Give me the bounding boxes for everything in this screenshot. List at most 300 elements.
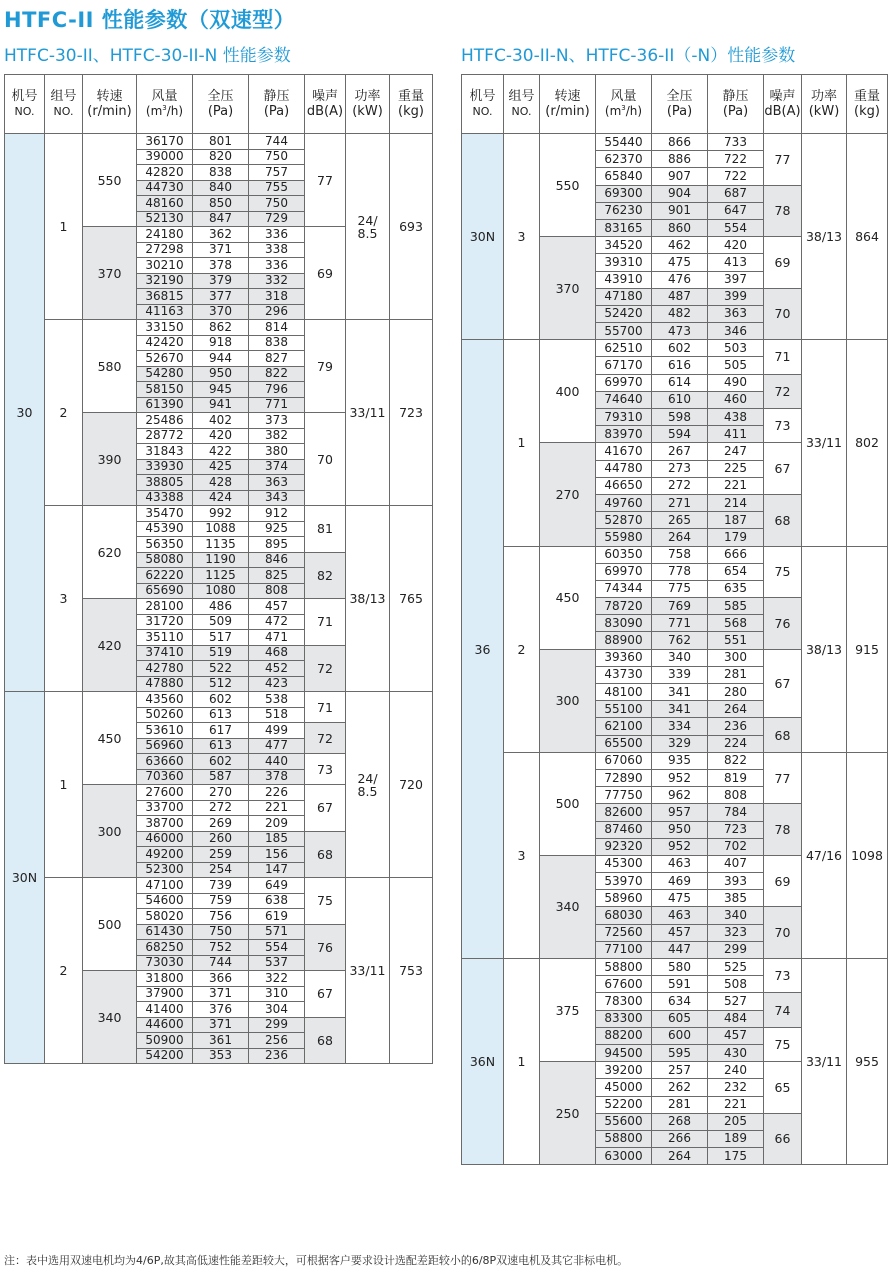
static-pressure-cell: 413	[708, 254, 764, 271]
total-pressure-cell: 616	[652, 357, 708, 374]
page-title: HTFC-II 性能参数（双速型）	[4, 8, 296, 32]
total-pressure-cell: 775	[652, 580, 708, 597]
airflow-cell: 69970	[596, 374, 652, 391]
static-pressure-cell: 750	[249, 149, 305, 165]
total-pressure-header-cn: 全压	[207, 89, 234, 104]
static-pressure-cell: 554	[708, 219, 764, 236]
static-pressure-cell: 175	[708, 1148, 764, 1165]
power-cell	[346, 320, 390, 506]
airflow-cell: 88900	[596, 632, 652, 649]
total-pressure-cell: 595	[652, 1044, 708, 1061]
airflow-cell: 36815	[137, 289, 193, 305]
total-pressure-cell: 273	[652, 460, 708, 477]
total-pressure-cell: 264	[652, 1148, 708, 1165]
group-no-cell: 1	[504, 959, 540, 1165]
static-pressure-cell: 209	[249, 816, 305, 832]
group-no-cell: 3	[504, 134, 540, 340]
static-pressure-cell: 460	[708, 391, 764, 408]
airflow-cell: 54600	[137, 893, 193, 909]
noise-cell: 65	[764, 1062, 802, 1114]
airflow-cell: 67060	[596, 752, 652, 769]
total-pressure-cell: 260	[193, 831, 249, 847]
power-value: 24/	[357, 770, 378, 786]
speed-cell: 420	[83, 599, 137, 692]
airflow-cell: 38805	[137, 475, 193, 491]
static-pressure-cell: 156	[249, 847, 305, 863]
airflow-cell: 39200	[596, 1062, 652, 1079]
noise-cell: 75	[764, 1027, 802, 1061]
power-cell	[346, 506, 390, 692]
airflow-cell: 30210	[137, 258, 193, 274]
total-pressure-cell: 476	[652, 271, 708, 288]
group-no-cell: 1	[45, 692, 83, 878]
machine-no-header-cn: 机号	[469, 89, 496, 104]
airflow-cell: 79310	[596, 409, 652, 426]
speed-cell: 340	[83, 971, 137, 1064]
static-pressure-header	[708, 75, 764, 134]
total-pressure-header-en: (Pa)	[666, 104, 693, 119]
noise-cell: 69	[305, 227, 346, 320]
noise-cell: 70	[764, 288, 802, 340]
power-value: 8.5	[357, 225, 378, 241]
airflow-cell: 45000	[596, 1079, 652, 1096]
speed-cell: 370	[540, 237, 596, 340]
static-pressure-header-en: (Pa)	[722, 104, 749, 119]
total-pressure-cell: 424	[193, 490, 249, 506]
airflow-cell: 43730	[596, 666, 652, 683]
total-pressure-cell: 519	[193, 645, 249, 661]
group-no-cell: 2	[45, 878, 83, 1064]
total-pressure-cell: 602	[652, 340, 708, 357]
static-pressure-cell: 225	[708, 460, 764, 477]
airflow-cell: 55980	[596, 529, 652, 546]
total-pressure-cell: 262	[652, 1079, 708, 1096]
airflow-cell: 49760	[596, 494, 652, 511]
static-pressure-cell: 338	[249, 242, 305, 258]
airflow-header-en	[146, 104, 183, 118]
total-pressure-cell: 957	[652, 804, 708, 821]
footnote: 注：表中选用双速电机均为4/6P,故其高低速性能差距较大，可根据客户要求设计选配差距较小的6/8P双速电机及其它非标电机。	[4, 1254, 629, 1267]
static-pressure-cell: 430	[708, 1044, 764, 1061]
static-pressure-cell: 399	[708, 288, 764, 305]
total-pressure-cell: 257	[652, 1062, 708, 1079]
total-pressure-cell: 580	[652, 959, 708, 976]
static-pressure-cell: 468	[249, 645, 305, 661]
table-row	[5, 134, 433, 150]
power-header-en: (kW)	[352, 104, 383, 119]
static-pressure-cell: 733	[708, 134, 764, 151]
static-pressure-cell: 385	[708, 890, 764, 907]
total-pressure-cell: 334	[652, 718, 708, 735]
group-no-header-en: NO.	[511, 105, 532, 118]
total-pressure-cell: 475	[652, 254, 708, 271]
total-pressure-cell: 944	[193, 351, 249, 367]
speed-cell: 400	[540, 340, 596, 443]
total-pressure-cell: 820	[193, 149, 249, 165]
airflow-cell: 55700	[596, 323, 652, 340]
airflow-cell: 27298	[137, 242, 193, 258]
total-pressure-cell: 769	[652, 598, 708, 615]
airflow-cell: 41163	[137, 304, 193, 320]
noise-cell: 67	[305, 785, 346, 832]
static-pressure-cell: 397	[708, 271, 764, 288]
static-pressure-cell: 232	[708, 1079, 764, 1096]
airflow-cell: 82600	[596, 804, 652, 821]
static-pressure-cell: 310	[249, 986, 305, 1002]
speed-cell: 500	[83, 878, 137, 971]
group-no-header	[504, 75, 540, 134]
static-pressure-cell: 296	[249, 304, 305, 320]
static-pressure-cell: 299	[708, 941, 764, 958]
noise-cell: 77	[305, 134, 346, 227]
table-row	[5, 878, 433, 894]
noise-cell: 75	[305, 878, 346, 925]
total-pressure-cell: 425	[193, 459, 249, 475]
static-pressure-cell: 822	[708, 752, 764, 769]
total-pressure-cell: 340	[652, 649, 708, 666]
airflow-cell: 32190	[137, 273, 193, 289]
noise-cell: 70	[305, 413, 346, 506]
total-pressure-cell: 265	[652, 512, 708, 529]
noise-cell: 81	[305, 506, 346, 553]
total-pressure-cell: 850	[193, 196, 249, 212]
airflow-cell: 43560	[137, 692, 193, 708]
airflow-cell: 78720	[596, 598, 652, 615]
static-pressure-cell: 472	[249, 614, 305, 630]
static-pressure-cell: 647	[708, 202, 764, 219]
airflow-cell: 33150	[137, 320, 193, 336]
weight-cell: 1098	[847, 752, 888, 958]
noise-cell: 68	[305, 1017, 346, 1064]
airflow-cell: 55600	[596, 1113, 652, 1130]
total-pressure-cell: 371	[193, 242, 249, 258]
airflow-cell: 52420	[596, 305, 652, 322]
noise-header-en: dB(A)	[306, 104, 344, 119]
airflow-cell: 54200	[137, 1048, 193, 1064]
airflow-cell: 37410	[137, 645, 193, 661]
static-pressure-cell: 814	[249, 320, 305, 336]
airflow-cell: 83090	[596, 615, 652, 632]
airflow-cell: 44600	[137, 1017, 193, 1033]
airflow-cell: 39000	[137, 149, 193, 165]
static-pressure-cell: 471	[249, 630, 305, 646]
static-pressure-cell: 838	[249, 335, 305, 351]
total-pressure-cell: 744	[193, 955, 249, 971]
airflow-cell: 58800	[596, 1130, 652, 1147]
airflow-cell: 58150	[137, 382, 193, 398]
static-pressure-cell: 304	[249, 1002, 305, 1018]
weight-cell: 955	[847, 959, 888, 1165]
static-pressure-cell: 247	[708, 443, 764, 460]
table-row	[5, 692, 433, 708]
airflow-cell: 68250	[137, 940, 193, 956]
airflow-cell: 28100	[137, 599, 193, 615]
weight-header-cn: 重量	[853, 89, 880, 104]
static-pressure-cell: 300	[708, 649, 764, 666]
total-pressure-cell: 801	[193, 134, 249, 150]
total-pressure-cell: 473	[652, 323, 708, 340]
static-pressure-cell: 221	[249, 800, 305, 816]
static-pressure-cell: 382	[249, 428, 305, 444]
left-performance-table	[4, 74, 433, 1064]
airflow-cell: 88200	[596, 1027, 652, 1044]
airflow-cell: 24180	[137, 227, 193, 243]
airflow-cell: 44730	[137, 180, 193, 196]
static-pressure-cell: 240	[708, 1062, 764, 1079]
noise-cell: 78	[764, 804, 802, 856]
noise-cell: 72	[764, 374, 802, 408]
weight-header-en: (kg)	[854, 104, 880, 119]
speed-cell: 550	[540, 134, 596, 237]
total-pressure-cell: 962	[652, 787, 708, 804]
airflow-cell: 70360	[137, 769, 193, 785]
machine-no-cell: 30N	[5, 692, 45, 1064]
total-pressure-cell: 758	[652, 546, 708, 563]
static-pressure-cell: 638	[249, 893, 305, 909]
total-pressure-cell: 1190	[193, 552, 249, 568]
total-pressure-cell: 739	[193, 878, 249, 894]
table-header-row	[5, 75, 433, 134]
total-pressure-cell: 482	[652, 305, 708, 322]
total-pressure-cell: 268	[652, 1113, 708, 1130]
group-no-cell: 3	[45, 506, 83, 692]
static-pressure-cell: 280	[708, 684, 764, 701]
machine-no-cell: 30N	[462, 134, 504, 340]
airflow-cell: 63660	[137, 754, 193, 770]
power-cell	[802, 340, 847, 546]
static-pressure-cell: 214	[708, 494, 764, 511]
static-pressure-cell: 723	[708, 821, 764, 838]
total-pressure-cell: 487	[652, 288, 708, 305]
static-pressure-cell: 380	[249, 444, 305, 460]
speed-cell: 500	[540, 752, 596, 855]
noise-cell: 69	[764, 855, 802, 907]
total-pressure-cell: 752	[193, 940, 249, 956]
table-header-row	[462, 75, 888, 134]
airflow-cell: 67170	[596, 357, 652, 374]
static-pressure-cell: 420	[708, 237, 764, 254]
airflow-cell: 63000	[596, 1148, 652, 1165]
airflow-cell: 77100	[596, 941, 652, 958]
total-pressure-cell: 270	[193, 785, 249, 801]
total-pressure-cell: 1125	[193, 568, 249, 584]
total-pressure-cell: 428	[193, 475, 249, 491]
airflow-cell: 47100	[137, 878, 193, 894]
machine-no-header	[5, 75, 45, 134]
airflow-cell: 54280	[137, 366, 193, 382]
speed-cell: 250	[540, 1062, 596, 1165]
power-value: 33/11	[805, 1054, 843, 1070]
static-pressure-cell: 757	[249, 165, 305, 181]
airflow-header-en	[605, 104, 642, 118]
airflow-header-cn: 风量	[151, 89, 178, 104]
airflow-cell: 39360	[596, 649, 652, 666]
right-performance-table	[461, 74, 888, 1165]
static-pressure-cell: 147	[249, 862, 305, 878]
total-pressure-cell: 469	[652, 873, 708, 890]
airflow-cell: 36170	[137, 134, 193, 150]
airflow-cell: 37900	[137, 986, 193, 1002]
speed-cell: 370	[83, 227, 137, 320]
power-value: 38/13	[805, 229, 843, 245]
static-pressure-cell: 503	[708, 340, 764, 357]
power-value: 47/16	[805, 847, 843, 863]
airflow-cell: 62510	[596, 340, 652, 357]
static-pressure-cell: 808	[708, 787, 764, 804]
weight-cell: 693	[390, 134, 433, 320]
airflow-cell: 35470	[137, 506, 193, 522]
static-pressure-header-cn: 静压	[263, 89, 290, 104]
airflow-cell: 52670	[137, 351, 193, 367]
total-pressure-cell: 613	[193, 738, 249, 754]
airflow-cell: 39310	[596, 254, 652, 271]
total-pressure-cell: 378	[193, 258, 249, 274]
airflow-cell: 50900	[137, 1033, 193, 1049]
static-pressure-cell: 895	[249, 537, 305, 553]
airflow-cell: 41400	[137, 1002, 193, 1018]
total-pressure-cell: 860	[652, 219, 708, 236]
power-header	[802, 75, 847, 134]
noise-cell: 72	[305, 645, 346, 692]
airflow-cell: 46650	[596, 477, 652, 494]
airflow-cell: 27600	[137, 785, 193, 801]
power-value: 38/13	[349, 591, 386, 606]
airflow-cell: 62220	[137, 568, 193, 584]
airflow-header-cn: 风量	[610, 89, 637, 104]
total-pressure-cell: 376	[193, 1002, 249, 1018]
power-value: 24/	[357, 212, 378, 228]
power-cell	[802, 134, 847, 340]
table-row	[462, 134, 888, 151]
airflow-header-en-a: (m	[145, 104, 163, 118]
airflow-header-en-a: (m	[604, 104, 622, 118]
speed-cell: 340	[540, 855, 596, 958]
total-pressure-cell: 598	[652, 409, 708, 426]
weight-cell: 723	[390, 320, 433, 506]
static-pressure-cell: 729	[249, 211, 305, 227]
total-pressure-cell: 762	[652, 632, 708, 649]
group-no-header-cn: 组号	[508, 89, 535, 104]
airflow-header	[596, 75, 652, 134]
group-no-header-cn: 组号	[50, 89, 77, 104]
total-pressure-cell: 602	[193, 692, 249, 708]
static-pressure-cell: 457	[249, 599, 305, 615]
noise-cell: 79	[305, 320, 346, 413]
airflow-header-en-sup: 3	[162, 104, 167, 112]
speed-header-cn: 转速	[96, 89, 123, 104]
power-cell	[346, 878, 390, 1064]
static-pressure-cell: 221	[708, 477, 764, 494]
static-pressure-cell: 508	[708, 976, 764, 993]
speed-cell: 550	[83, 134, 137, 227]
total-pressure-cell: 613	[193, 707, 249, 723]
static-pressure-cell: 525	[708, 959, 764, 976]
total-pressure-cell: 756	[193, 909, 249, 925]
static-pressure-cell: 808	[249, 583, 305, 599]
total-pressure-cell: 402	[193, 413, 249, 429]
noise-header-en: dB(A)	[764, 104, 801, 119]
total-pressure-cell: 362	[193, 227, 249, 243]
static-pressure-cell: 189	[708, 1130, 764, 1147]
static-pressure-cell: 666	[708, 546, 764, 563]
power-value: 38/13	[805, 641, 843, 657]
table-row	[462, 340, 888, 357]
static-pressure-cell: 323	[708, 924, 764, 941]
airflow-cell: 62370	[596, 151, 652, 168]
total-pressure-cell: 272	[193, 800, 249, 816]
static-pressure-cell: 373	[249, 413, 305, 429]
airflow-cell: 47180	[596, 288, 652, 305]
static-pressure-cell: 318	[249, 289, 305, 305]
static-pressure-cell: 722	[708, 151, 764, 168]
static-pressure-cell: 438	[708, 409, 764, 426]
static-pressure-cell: 236	[708, 718, 764, 735]
total-pressure-cell: 486	[193, 599, 249, 615]
total-pressure-cell: 591	[652, 976, 708, 993]
static-pressure-cell: 538	[249, 692, 305, 708]
static-pressure-cell: 256	[249, 1033, 305, 1049]
total-pressure-cell: 371	[193, 986, 249, 1002]
total-pressure-cell: 935	[652, 752, 708, 769]
airflow-cell: 94500	[596, 1044, 652, 1061]
machine-no-header-en: NO.	[14, 105, 35, 118]
weight-cell: 753	[390, 878, 433, 1064]
total-pressure-cell: 941	[193, 397, 249, 413]
airflow-cell: 53610	[137, 723, 193, 739]
static-pressure-cell: 187	[708, 512, 764, 529]
static-pressure-cell: 484	[708, 1010, 764, 1027]
static-pressure-cell: 393	[708, 873, 764, 890]
airflow-cell: 43388	[137, 490, 193, 506]
static-pressure-cell: 722	[708, 168, 764, 185]
static-pressure-cell: 571	[249, 924, 305, 940]
static-pressure-cell: 796	[249, 382, 305, 398]
speed-header-en: (r/min)	[545, 104, 590, 119]
airflow-cell: 35110	[137, 630, 193, 646]
airflow-cell: 50260	[137, 707, 193, 723]
right-table-title: HTFC-30-II-N、HTFC-36-II（-N）性能参数	[461, 46, 796, 66]
static-pressure-cell: 784	[708, 804, 764, 821]
group-no-cell: 1	[504, 340, 540, 546]
total-pressure-cell: 950	[652, 821, 708, 838]
airflow-cell: 92320	[596, 838, 652, 855]
total-pressure-cell: 462	[652, 237, 708, 254]
total-pressure-cell: 267	[652, 443, 708, 460]
airflow-cell: 61430	[137, 924, 193, 940]
static-pressure-header	[249, 75, 305, 134]
table-row	[462, 752, 888, 769]
noise-header	[305, 75, 346, 134]
airflow-cell: 83165	[596, 219, 652, 236]
airflow-cell: 31800	[137, 971, 193, 987]
static-pressure-cell: 423	[249, 676, 305, 692]
total-pressure-cell: 522	[193, 661, 249, 677]
airflow-cell: 72560	[596, 924, 652, 941]
speed-header	[540, 75, 596, 134]
total-pressure-cell: 269	[193, 816, 249, 832]
airflow-cell: 69300	[596, 185, 652, 202]
power-header	[346, 75, 390, 134]
weight-header-cn: 重量	[397, 89, 424, 104]
speed-cell: 300	[83, 785, 137, 878]
total-pressure-cell: 594	[652, 426, 708, 443]
total-pressure-cell: 614	[652, 374, 708, 391]
total-pressure-cell: 457	[652, 924, 708, 941]
static-pressure-cell: 221	[708, 1096, 764, 1113]
group-no-cell: 1	[45, 134, 83, 320]
total-pressure-cell: 254	[193, 862, 249, 878]
static-pressure-cell: 363	[249, 475, 305, 491]
